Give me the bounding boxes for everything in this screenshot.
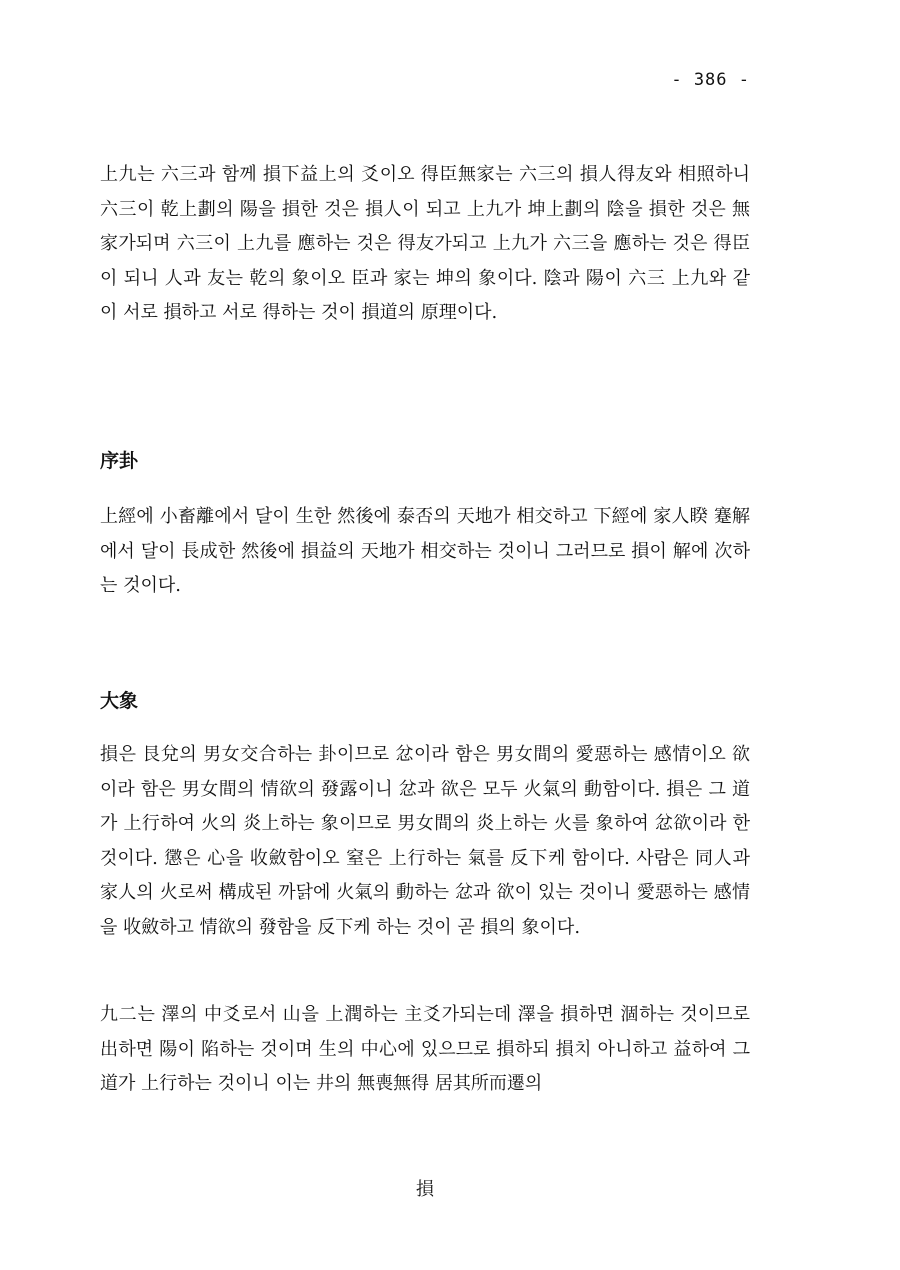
footer-chapter-title: 損 <box>416 1179 434 1200</box>
page-number: - 386 - <box>671 70 750 90</box>
xugua-paragraph: 上經에 小畜離에서 달이 生한 然後에 泰否의 天地가 相交하고 下經에 家人睽 蹇解에서 달이 長成한 然後에 損益의 天地가 相交하는 것이니 그러므로 損이 解에 次하는 것이다. <box>100 506 750 597</box>
section-heading-xugua: 序卦 <box>100 450 139 472</box>
section-heading-daxiang: 大象 <box>100 690 139 712</box>
daxiang-paragraph-2: 九二는 澤의 中爻로서 山을 上潤하는 主爻가되는데 澤을 損하면 涸하는 것이므로 出하면 陽이 陷하는 것이며 生의 中心에 있으므로 損하되 損치 아니하고 益하여 그 道가 上行하는 것이니 이는 井의 無喪無得 居其所而遷의 <box>100 1004 750 1095</box>
intro-paragraph: 上九는 六三과 함께 損下益上의 爻이오 得臣無家는 六三의 損人得友와 相照하니 六三이 乾上劃의 陽을 損한 것은 損人이 되고 上九가 坤上劃의 陰을 損한 것은 無家가되며 六三이 上九를 應하는 것은 得友가되고 上九가 六三을 應하는 것은 得臣이 되니 人과 友는 乾의 象이오 臣과 家는 坤의 象이다. 陰과 陽이 六三 上九와 같이 서로 損하고 서로 得하는 것이 損道의 原理이다. <box>100 164 750 324</box>
daxiang-paragraph-1: 損은 艮兌의 男女交合하는 卦이므로 忿이라 함은 男女間의 愛惡하는 感情이오 欲이라 함은 男女間의 情欲의 發露이니 忿과 欲은 모두 火氣의 動함이다. 損은 그 道가 上行하여 火의 炎上하는 象이므로 男女間의 炎上하는 火를 象하여 忿欲이라 한 것이다. 懲은 心을 收斂함이오 窒은 上行하는 氣를 反下케 함이다. 사람은 同人과 家人의 火로써 構成된 까닭에 火氣의 動하는 忿과 欲이 있는 것이니 愛惡하는 感情을 收斂하고 情欲의 發함을 反下케 하는 것이 곧 損의 象이다. <box>100 744 750 938</box>
